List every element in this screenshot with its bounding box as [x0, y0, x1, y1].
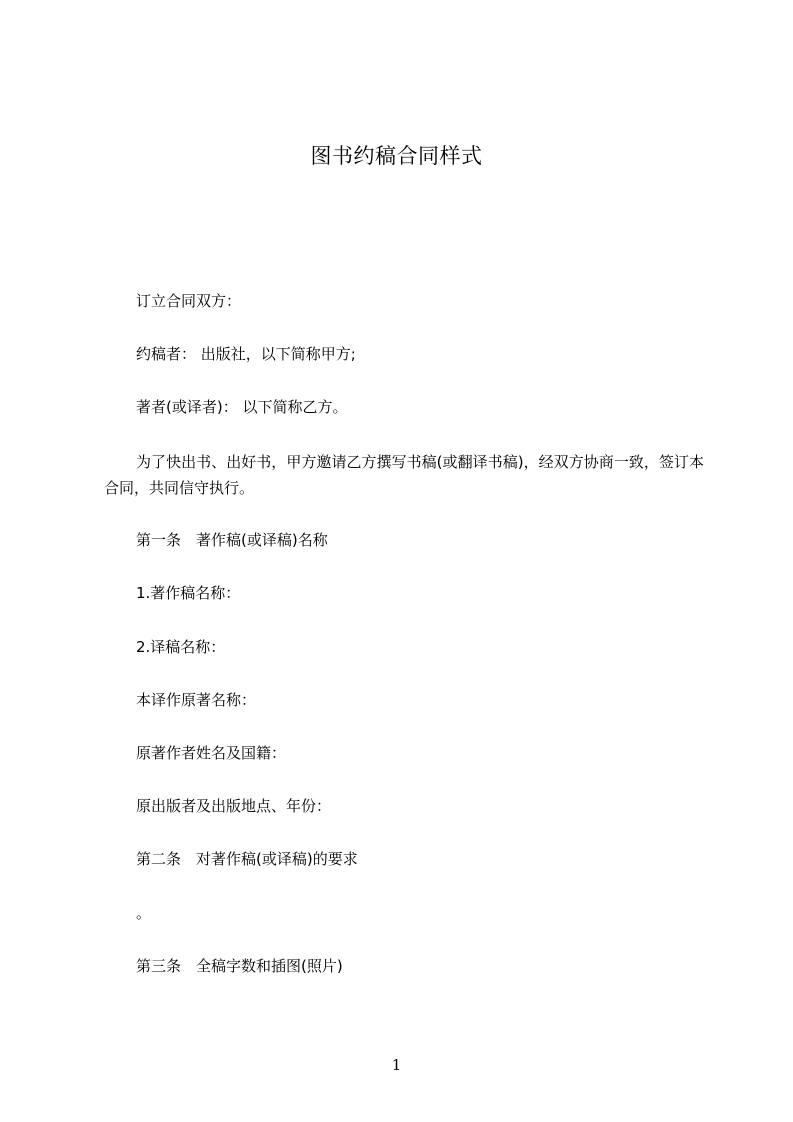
original-title-field: 本译作原著名称： — [136, 691, 257, 709]
work-title-field: 1.著作稿名称： — [136, 584, 241, 602]
commissioner-line: 约稿者： 出版社，以下简称甲方; — [136, 345, 356, 363]
article-2-body: 。 — [136, 904, 152, 922]
article-1-heading: 第一条 著作稿(或译稿)名称 — [136, 531, 328, 549]
preamble-paragraph: 为了快出书、出好书，甲方邀请乙方撰写书稿(或翻译书稿)，经双方协商一致，签订本合同，共同信守执行。 — [104, 453, 704, 497]
author-line: 著者(或译者)： 以下简称乙方。 — [136, 398, 348, 416]
article-2-heading: 第二条 对著作稿(或译稿)的要求 — [136, 850, 358, 868]
translation-title-field: 2.译稿名称： — [136, 638, 226, 656]
original-author-field: 原著作者姓名及国籍： — [136, 744, 287, 762]
document-title: 图书约稿合同样式 — [310, 144, 483, 168]
article-3-heading: 第三条 全稿字数和插图(照片) — [136, 957, 343, 975]
original-publisher-field: 原出版者及出版地点、年份： — [136, 797, 332, 815]
contract-parties-heading: 订立合同双方： — [136, 292, 242, 310]
page-number: 1 — [391, 1056, 402, 1074]
